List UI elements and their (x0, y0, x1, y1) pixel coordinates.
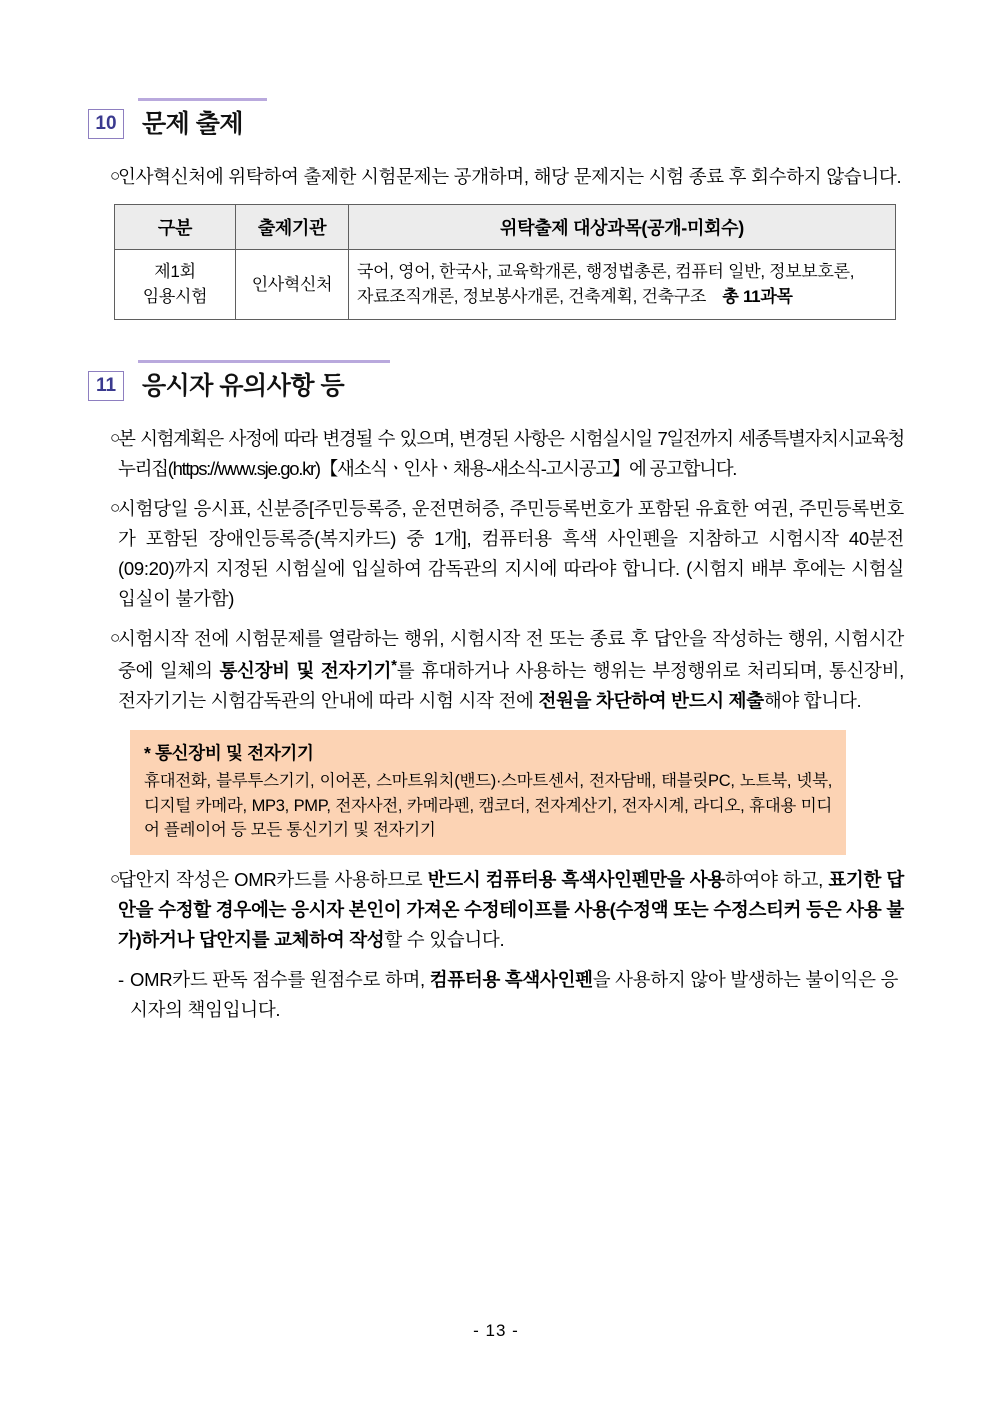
device-note-title: * 통신장비 및 전자기기 (144, 742, 314, 763)
notice-text-emphasis: 전원을 차단하여 반드시 제출 (538, 689, 764, 711)
notice-text-part: 시험시작 전에 시험문제를 열람하는 행위, 시험시작 전 또는 종료 후 답안을 작성하는 행위, 시험시간 중에 일체의 (118, 627, 904, 681)
table-header-division: 구분 (115, 204, 236, 249)
notice-text-emphasis: 컴퓨터용 흑색사인펜 (429, 969, 593, 990)
table-header-row (115, 204, 896, 249)
notice-text-part: 를 휴대하거나 사용하는 행위는 부정행위로 처리되며, 통신장비, 전자기기는 시험감독관의 안내에 따라 시험 시작 전에 (118, 659, 904, 711)
notice-text-part: 을 사용하지 않아 발생하는 불이익은 응시자의 책임입니다. (130, 969, 899, 1020)
cell-division-line1: 제1회 (154, 261, 196, 281)
paragraph-item (88, 162, 904, 192)
bullet-circle-icon: ○ (110, 427, 120, 447)
notice-text (118, 865, 904, 955)
cell-subjects-line1: 국어, 영어, 한국사, 교육학개론, 행정법총론, 컴퓨터 일반, 정보보호론, (357, 261, 855, 281)
page-title: 응시자 유의사항 등 (138, 366, 350, 406)
cell-subjects-total: 총 11과목 (722, 287, 793, 307)
cell-agency: 인사혁신처 (236, 249, 349, 319)
device-note-box (130, 730, 846, 855)
bullet-circle-icon: ○ (110, 627, 120, 647)
bullet-circle-icon: ○ (110, 497, 120, 517)
paragraph-text: 인사혁신처에 위탁하여 출제한 시험문제는 공개하며, 해당 문제지는 시험 종료 후 회수하지 않습니다. (118, 166, 902, 187)
notice-text: 시험당일 응시표, 신분증[주민등록증, 운전면허증, 주민등록번호가 포함된 유효한 여권, 주민등록번호가 포함된 장애인등록증(복지카드) 중 1개], 컴퓨터용 흑색 사인펜을 지참하고 시험시작 40분전(09:20)까지 지정된 시험실에 입실하여 감독관의 지시에 따라야 합니다. (시험지 배부 후에는 시험실 입실이 불가함) (118, 497, 904, 609)
section-heading-11 (88, 366, 904, 406)
notice-text (118, 624, 904, 716)
bullet-circle-icon: ○ (110, 166, 120, 185)
notice-item (88, 624, 904, 716)
section-number-badge: 11 (88, 371, 124, 401)
cell-division-line2: 임용시험 (142, 287, 208, 307)
notice-subitem (88, 965, 904, 1025)
notice-item (88, 865, 904, 955)
exam-subjects-table (114, 204, 896, 320)
table-row (115, 249, 896, 319)
cell-subjects-line2-text: 자료조직개론, 정보봉사개론, 건축계획, 건축구조 (357, 287, 706, 307)
notice-text-emphasis: 표기한 답안을 수정할 경우에는 응시자 본인이 가져온 수정테이프를 사용(수정액 또는 수정스티커 등은 사용 불가)하거나 답안지를 교체하여 작성 (118, 869, 904, 951)
cell-division (115, 249, 236, 319)
page-title: 문제 출제 (138, 104, 249, 144)
table-header-subjects: 위탁출제 대상과목(공개-미회수) (349, 204, 896, 249)
page-number: - 13 - (473, 1321, 519, 1340)
notice-item (88, 424, 904, 484)
notice-text-part: 답안지 작성은 OMR카드를 사용하므로 (118, 869, 428, 891)
cell-subjects (349, 249, 896, 319)
table-header-agency: 출제기관 (236, 204, 349, 249)
device-note-body: 휴대전화, 블루투스기기, 이어폰, 스마트워치(밴드)·스마트센서, 전자담배, 태블릿PC, 노트북, 넷북, 디지털 카메라, MP3, PMP, 전자사전, 카메라펜, 캠코더, 전자계산기, 전자시계, 라디오, 휴대용 미디어 플레이어 등 모든 통신기기 및 전자기기 (144, 771, 832, 840)
notice-text-emphasis: 반드시 컴퓨터용 흑색사인펜만을 사용 (427, 869, 725, 891)
notice-text-emphasis: 통신장비 및 전자기기 (219, 659, 392, 681)
footnote-marker: * (391, 656, 397, 674)
notice-text-part: 해야 합니다. (763, 689, 862, 711)
cell-subjects-line2 (357, 284, 887, 310)
notice-subitem-text (130, 965, 904, 1025)
bullet-circle-icon: ○ (110, 869, 120, 889)
notice-text-part: 할 수 있습니다. (384, 929, 505, 951)
section-number-badge: 10 (88, 109, 124, 139)
page-footer (0, 1321, 992, 1341)
dash-bullet-icon: - (118, 969, 124, 990)
notice-text: 본 시험계획은 사정에 따라 변경될 수 있으며, 변경된 사항은 시험실시일 7일전까지 세종특별자치시교육청 누리집(https://www.sje.go.kr)【새소식ㆍ인사ㆍ채용-새소식-고시공고】에 공고합니다. (118, 427, 904, 479)
notice-text-part: 하여야 하고, (724, 869, 829, 891)
notice-item (88, 494, 904, 614)
notice-text-part: OMR카드 판독 점수를 원점수로 하며, (130, 969, 430, 990)
section-heading-10 (88, 104, 904, 144)
